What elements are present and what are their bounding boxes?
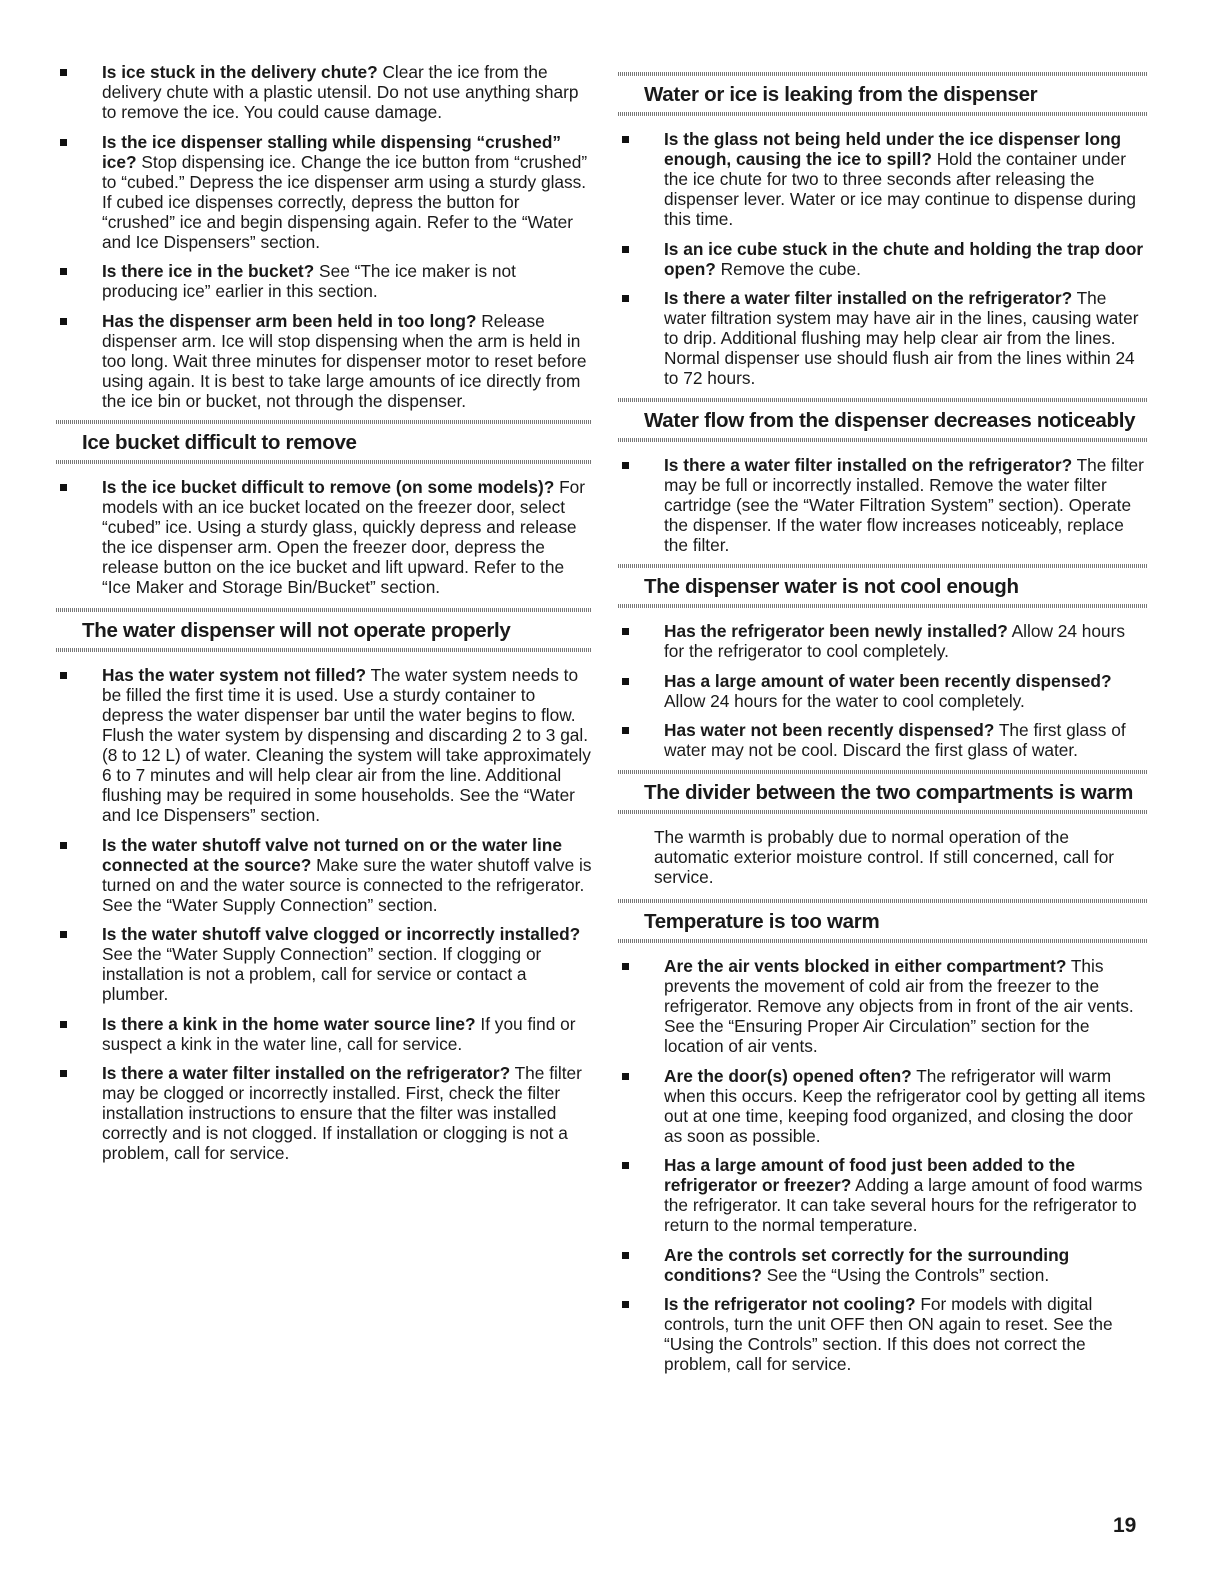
section-title: Water flow from the dispenser decreases noticeably	[644, 408, 1136, 432]
list-item: Is the refrigerator not cooling? For models with digital controls, turn the unit OFF then ON again to reset. See the “Using the Controls” section. If this does not correct the problem, call for service.	[618, 1294, 1148, 1374]
list-item: Is the glass not being held under the ice dispenser long enough, causing the ice to spill? Hold the container under the ice chute for two to three seconds after releasing the dispenser lever. Water or ice may continue to dispense during this time.	[618, 129, 1148, 229]
list-item: Has water not been recently dispensed? The first glass of water may not be cool. Discard the first glass of water.	[618, 720, 1148, 760]
section-temperature	[618, 899, 1148, 1374]
bullet-list	[618, 455, 1148, 555]
list-item: Is the ice bucket difficult to remove (on some models)? For models with an ice bucket located on the freezer door, select “cubed” ice. Using a sturdy glass, quickly depress and release the ice dispenser arm. Open the freezer door, depress the release button on the ice bucket and lift upward. Refer to the “Ice Maker and Storage Bin/Bucket” section.	[56, 477, 592, 597]
section-header	[618, 564, 1148, 608]
left-column	[56, 62, 592, 1173]
section-title: Water or ice is leaking from the dispenser	[644, 83, 1038, 106]
section-ice-bucket	[56, 420, 592, 597]
list-item: Has the refrigerator been newly installed? Allow 24 hours for the refrigerator to cool completely.	[618, 621, 1148, 661]
list-item: Is there a water filter installed on the refrigerator? The filter may be full or incorrectly installed. Remove the water filter cartridge (see the “Water Filtration System” section). Operate the dispenser. If the water flow increases noticeably, replace the filter.	[618, 455, 1148, 555]
divider	[618, 112, 1148, 116]
bullet-list	[618, 129, 1148, 388]
divider	[618, 438, 1148, 442]
section-leaking	[618, 72, 1148, 388]
list-item: Is an ice cube stuck in the chute and holding the trap door open? Remove the cube.	[618, 239, 1148, 279]
section-header	[618, 398, 1148, 442]
section-divider-warm	[618, 770, 1148, 887]
section-header	[618, 770, 1148, 814]
section-title: The divider between the two compartments is warm	[644, 781, 1134, 804]
section-title: The water dispenser will not operate properly	[82, 619, 511, 642]
top-bullet-list	[56, 62, 592, 411]
section-header	[56, 420, 592, 464]
list-item: Has the water system not filled? The water system needs to be filled the first time it is used. Use a sturdy container to depress the water dispenser bar until the water begins to flow. Flush the water system by dispensing and discarding 2 to 3 gal. (8 to 12 L) of water. Cleaning the system will take approximately 6 to 7 minutes and will help clear air from the line. Additional flushing may be required in some households. See the “Water and Ice Dispensers” section.	[56, 665, 592, 825]
list-item: Is the water shutoff valve clogged or incorrectly installed? See the “Water Supply Connection” section. If clogging or installation is not a problem, call for service or contact a plumber.	[56, 924, 592, 1004]
section-title: Temperature is too warm	[644, 910, 880, 933]
list-item: Are the controls set correctly for the surrounding conditions? See the “Using the Controls” section.	[618, 1245, 1148, 1285]
list-item: Is there a water filter installed on the refrigerator? The filter may be clogged or incorrectly installed. First, check the filter installation instructions to ensure that the filter was installed correctly and is not clogged. If installation or clogging is not a problem, call for service.	[56, 1063, 592, 1163]
list-item: Has a large amount of water been recently dispensed? Allow 24 hours for the water to cool completely.	[618, 671, 1148, 711]
list-item: Are the door(s) opened often? The refrigerator will warm when this occurs. Keep the refrigerator cool by getting all items out at one time, keeping food organized, and closing the door as soon as possible.	[618, 1066, 1148, 1146]
list-item: Is ice stuck in the delivery chute? Clear the ice from the delivery chute with a plastic utensil. Do not use anything sharp to remove the ice. You could cause damage.	[56, 62, 592, 122]
divider	[56, 460, 592, 464]
list-item: Is there ice in the bucket? See “The ice maker is not producing ice” earlier in this section.	[56, 261, 592, 301]
section-title: Ice bucket difficult to remove	[82, 431, 357, 454]
list-item: Are the air vents blocked in either compartment? This prevents the movement of cold air from the freezer to the refrigerator. Remove any objects from in front of the air vents. See the “Ensuring Proper Air Circulation” section for the location of air vents.	[618, 956, 1148, 1056]
list-item: Is there a kink in the home water source line? If you find or suspect a kink in the water line, call for service.	[56, 1014, 592, 1054]
section-header	[56, 608, 592, 652]
list-item: Is there a water filter installed on the refrigerator? The water filtration system may have air in the lines, causing water to drip. Additional flushing may help clear air from the lines. Normal dispenser use should flush air from the lines within 24 to 72 hours.	[618, 288, 1148, 388]
section-header	[618, 72, 1148, 116]
bullet-list	[618, 956, 1148, 1374]
section-not-cool	[618, 564, 1148, 760]
section-title: The dispenser water is not cool enough	[644, 575, 1019, 598]
list-item: Has a large amount of food just been added to the refrigerator or freezer? Adding a large amount of food warms the refrigerator. It can take several hours for the refrigerator to return to the normal temperature.	[618, 1155, 1148, 1235]
paragraph: The warmth is probably due to normal operation of the automatic exterior moisture control. If still concerned, call for service.	[654, 827, 1115, 887]
right-column	[618, 72, 1148, 1384]
divider	[618, 810, 1148, 814]
list-item: Is the ice dispenser stalling while dispensing “crushed” ice? Stop dispensing ice. Change the ice button from “crushed” to “cubed.” Depress the ice dispenser arm using a sturdy glass. If cubed ice dispenses correctly, depress the button for “crushed” ice and begin dispensing again. Refer to the “Water and Ice Dispensers” section.	[56, 132, 592, 252]
bullet-list	[56, 477, 592, 597]
section-water-flow	[618, 398, 1148, 555]
list-item: Has the dispenser arm been held in too long? Release dispenser arm. Ice will stop dispensing when the arm is held in too long. Wait three minutes for dispenser motor to reset before using again. It is best to take large amounts of ice directly from the ice bin or bucket, not through the dispenser.	[56, 311, 592, 411]
list-item: Is the water shutoff valve not turned on or the water line connected at the source? Make sure the water shutoff valve is turned on and the water source is connected to the refrigerator. See the “Water Supply Connection” section.	[56, 835, 592, 915]
page-number: 19	[1113, 1514, 1137, 1537]
section-header	[618, 899, 1148, 943]
divider	[618, 939, 1148, 943]
divider	[56, 648, 592, 652]
divider	[618, 604, 1148, 608]
bullet-list	[618, 621, 1148, 760]
bullet-list	[56, 665, 592, 1163]
section-water-dispenser	[56, 608, 592, 1163]
